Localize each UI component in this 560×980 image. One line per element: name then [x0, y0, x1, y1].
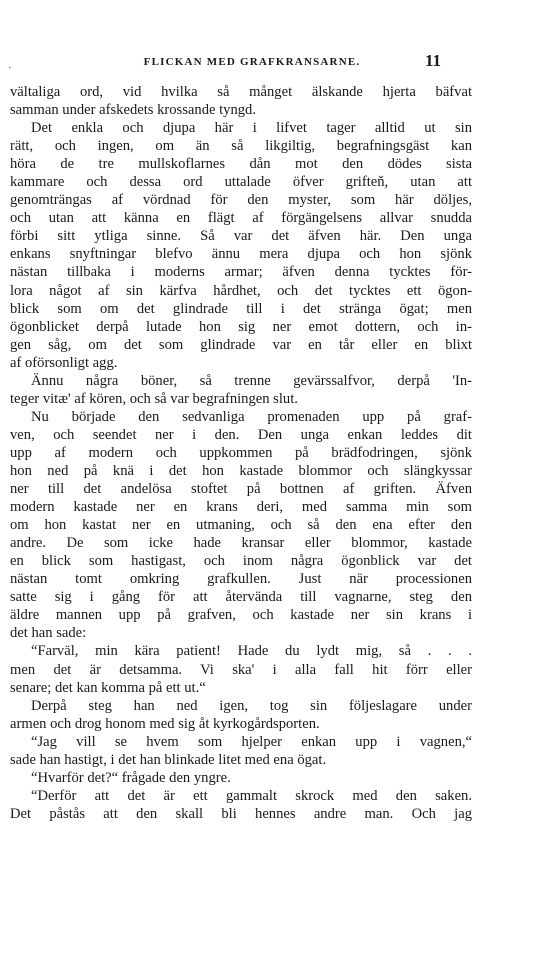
text-line: Ännu några böner, så trenne gevärssalfvor, derpå 'In- — [31, 372, 472, 389]
text-line: nästan tomt omkring grafkullen. Just när processionen — [10, 571, 472, 588]
text-line: lora något af sin kärfva hårdhet, och det tycktes ett ögon- — [10, 282, 472, 299]
text-line: Derpå steg han ned igen, tog sin följeslagare under — [31, 697, 472, 714]
text-line: “Hvarför det?“ frågade den yngre. — [31, 769, 231, 786]
text-line: ven, och seendet ner i den. Den unga enkan leddes dit — [10, 426, 472, 443]
text-line: äldre mannen upp på grafven, och kastade ner sin krans i — [10, 607, 472, 624]
text-line: blick som om det glindrade till i det stränga ögat; men — [10, 300, 472, 317]
text-line: teger vitæ' af kören, och så var begrafningen slut. — [10, 390, 298, 407]
text-line: genomträngas af vördnad för den myster, som här döljes, — [10, 192, 472, 209]
page-mark: · — [8, 62, 12, 74]
text-line: modern kastade ner en krans deri, med samma min som — [10, 499, 472, 516]
text-line: rätt, och ingen, om än så likgiltig, begrafningsgäst kan — [10, 138, 472, 155]
text-line: satte sig i gång för att återvända till vagnarne, steg den — [10, 589, 472, 606]
text-line: ögonblicket derpå lutade hon sig ner emot dottern, och in- — [10, 318, 472, 335]
text-line: Det påstås att den skall bli hennes andre man. Och jag — [10, 805, 472, 822]
text-line: en blick som hastigast, och inom några ögonblick var det — [10, 553, 472, 570]
text-line: “Jag vill se hvem som hjelper enkan upp i vagnen,“ — [31, 733, 472, 750]
text-line: vältaliga ord, vid hvilka så månget älskande hjerta bäfvat — [10, 84, 472, 100]
text-line: höra de tre mullskoflarnes dån mot den dödes sista — [10, 156, 472, 173]
text-line: Nu började den sedvanliga promenaden upp på graf- — [31, 408, 472, 425]
running-head: FLICKAN MED GRAFKRANSARNE. — [143, 56, 361, 68]
text-line: gen såg, om det som glindrade var en tår eller en blixt — [10, 336, 472, 353]
text-line: hon ned på knä i det hon kastade blommor och slängkyssar — [10, 462, 472, 479]
text-line: “Farväl, min kära patient! Hade du lydt mig, så . . . — [31, 643, 472, 660]
text-line: sade han hastigt, i det han blinkade litet med ena ögat. — [10, 751, 327, 768]
text-line: samman under afskedets krossande tyngd. — [10, 102, 257, 119]
text-line: det han sade: — [10, 625, 87, 642]
text-line: enkans snyftningar blefvo ännu mera djupa och hon sjönk — [10, 246, 472, 263]
text-line: om hon kastat ner en utmaning, och så den ena efter den — [10, 517, 472, 534]
text-line: andre. De som icke hade kransar eller blommor, kastade — [10, 535, 472, 552]
text-line: upp af modern och uppkommen på brädfodringen, sjönk — [10, 444, 472, 461]
text-line: ner till det andelösa stoftet på bottnen af griften. Äfven — [10, 481, 472, 498]
text-line: “Derför att det är ett gammalt skrock med den saken. — [31, 787, 472, 804]
text-line: men det är detsamma. Vi ska' i alla fall hit förr eller — [10, 661, 472, 678]
text-line: armen och drog honom med sig åt kyrkogårdsporten. — [10, 715, 320, 732]
text-line: Det enkla och djupa här i lifvet tager alltid ut sin — [31, 120, 472, 137]
page-number: 11 — [425, 51, 442, 70]
text-line: förbi sitt ytliga sinne. Så var det äfven här. Den unga — [10, 228, 472, 245]
text-line: kammare och dessa ord uttalade öfver grifteň, utan att — [10, 174, 472, 191]
text-line: senare; det kan komma på ett ut.“ — [10, 679, 206, 696]
text-line: nästan tillbaka i moderns armar; äfven denna tycktes för- — [10, 264, 472, 281]
text-line: och utan att känna en flägt af förgängelsens allvar snudda — [10, 210, 472, 227]
text-line: af oförsonligt agg. — [10, 354, 118, 371]
body-text — [10, 83, 472, 823]
